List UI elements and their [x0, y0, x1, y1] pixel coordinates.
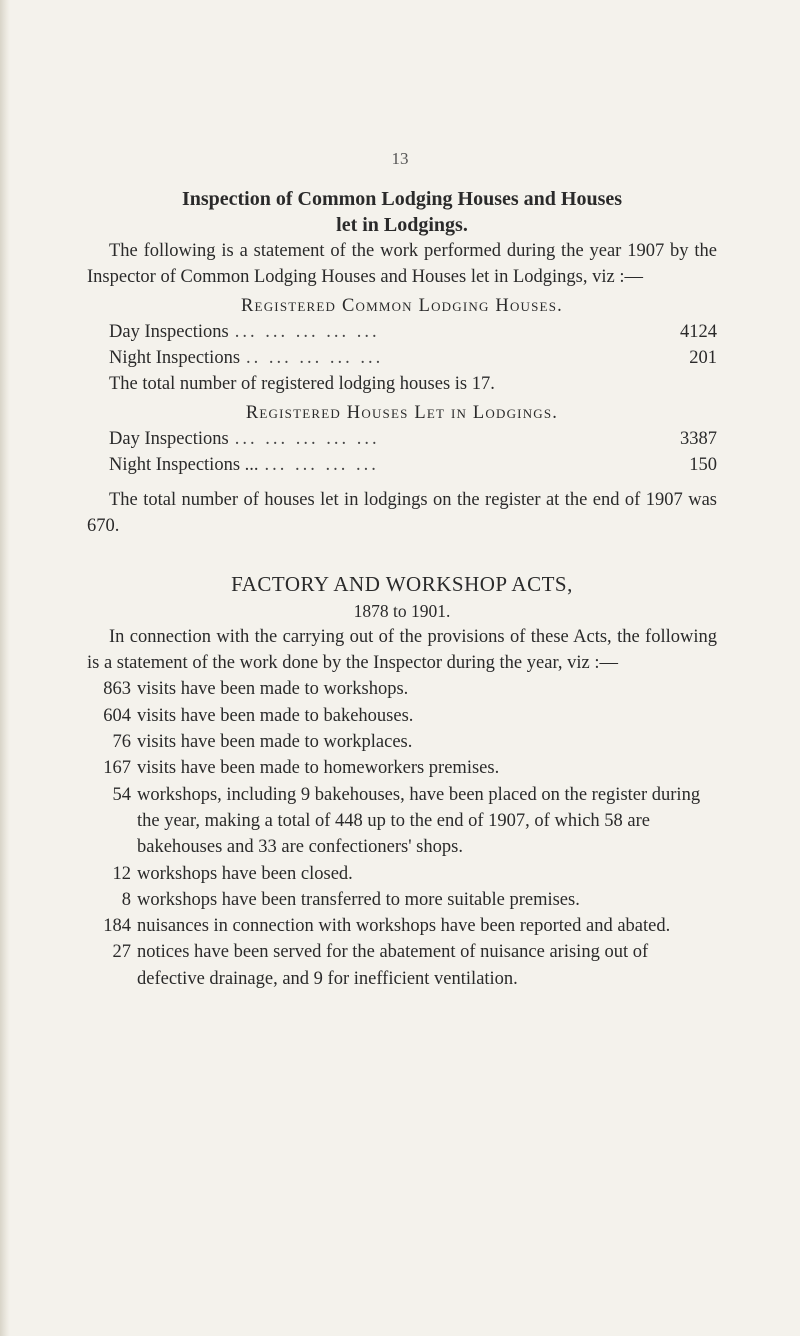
registered-common-title: Registered Common Lodging Houses.: [241, 295, 563, 316]
factory-acts-subtitle: 1878 to 1901.: [353, 600, 451, 621]
item-number: 863: [103, 679, 131, 700]
lodging-heading: [87, 186, 717, 238]
row-value: 4124: [680, 321, 717, 342]
let-day-row: [109, 426, 717, 452]
leader-dots: ... ... ... ... ...: [234, 321, 380, 342]
item-number: 12: [112, 863, 131, 884]
item-number: 604: [103, 705, 131, 726]
row-label: Day Inspections: [109, 429, 229, 450]
row-label: Night Inspections: [109, 348, 241, 369]
leader-dots: .. ... ... ... ...: [246, 348, 384, 369]
list-item: [87, 939, 717, 992]
item-text: visits have been made to bakehouses.: [137, 705, 414, 726]
leader-dots: ... ... ... ...: [264, 455, 379, 476]
item-text: notices have been served for the abatement of nuisance arising out of defective drainage, and 9 for inefficient ventilation.: [137, 942, 649, 989]
common-day-row: [109, 319, 717, 345]
list-item: [87, 676, 717, 702]
lodging-heading-line2: let in Lodgings.: [336, 214, 468, 236]
item-text: visits have been made to workshops.: [137, 679, 409, 700]
item-text: visits have been made to workplaces.: [137, 732, 413, 753]
row-value: 3387: [680, 429, 717, 450]
factory-intro: In connection with the carrying out of the provisions of these Acts, the following is a statement of the work done by the Inspector during the year, viz :—: [87, 626, 717, 674]
leader-dots: ... ... ... ... ...: [234, 429, 380, 450]
item-number: 54: [112, 784, 131, 805]
lodging-heading-line1: Inspection of Common Lodging Houses and Houses: [181, 188, 623, 210]
list-item: [87, 729, 717, 755]
page-number: 13: [391, 149, 409, 168]
item-number: 167: [103, 758, 131, 779]
lodging-intro: The following is a statement of the work performed during the year 1907 by the Inspector of Common Lodging Houses and Houses let in Lodgings, viz :—: [87, 241, 717, 288]
item-text: visits have been made to homeworkers premises.: [137, 758, 500, 779]
common-night-row: [109, 345, 717, 371]
item-number: 76: [112, 732, 131, 753]
row-label: Night Inspections ...: [109, 455, 259, 476]
factory-items-list: [87, 676, 717, 992]
item-number: 8: [121, 889, 131, 910]
list-item: [87, 913, 717, 939]
list-item: [87, 782, 717, 861]
list-item: [87, 703, 717, 729]
item-text: workshops have been transferred to more suitable premises.: [137, 889, 580, 910]
registered-let-title: Registered Houses Let in Lodgings.: [245, 402, 559, 423]
item-number: 27: [112, 942, 131, 963]
list-item: [87, 755, 717, 781]
item-text: workshops, including 9 bakehouses, have been placed on the register during the year, making a total of 448 up to the end of 1907, of which 58 are bakehouses and 33 are confectioners' shops.: [137, 784, 701, 858]
let-total-note: The total number of houses let in lodgings on the register at the end of 1907 was 670.: [87, 489, 717, 536]
document-body: [87, 186, 717, 992]
row-value: 150: [689, 455, 717, 476]
factory-acts-title: FACTORY AND WORKSHOP ACTS,: [231, 572, 573, 597]
row-value: 201: [689, 348, 717, 369]
list-item: [87, 887, 717, 913]
item-number: 184: [103, 916, 131, 937]
common-total-note: The total number of registered lodging houses is 17.: [109, 374, 495, 395]
item-text: workshops have been closed.: [137, 863, 353, 884]
row-label: Day Inspections: [109, 321, 229, 342]
list-item: [87, 861, 717, 887]
page-edge: [0, 0, 10, 1336]
let-night-row: [109, 452, 717, 478]
item-text: nuisances in connection with workshops have been reported and abated.: [137, 916, 671, 937]
